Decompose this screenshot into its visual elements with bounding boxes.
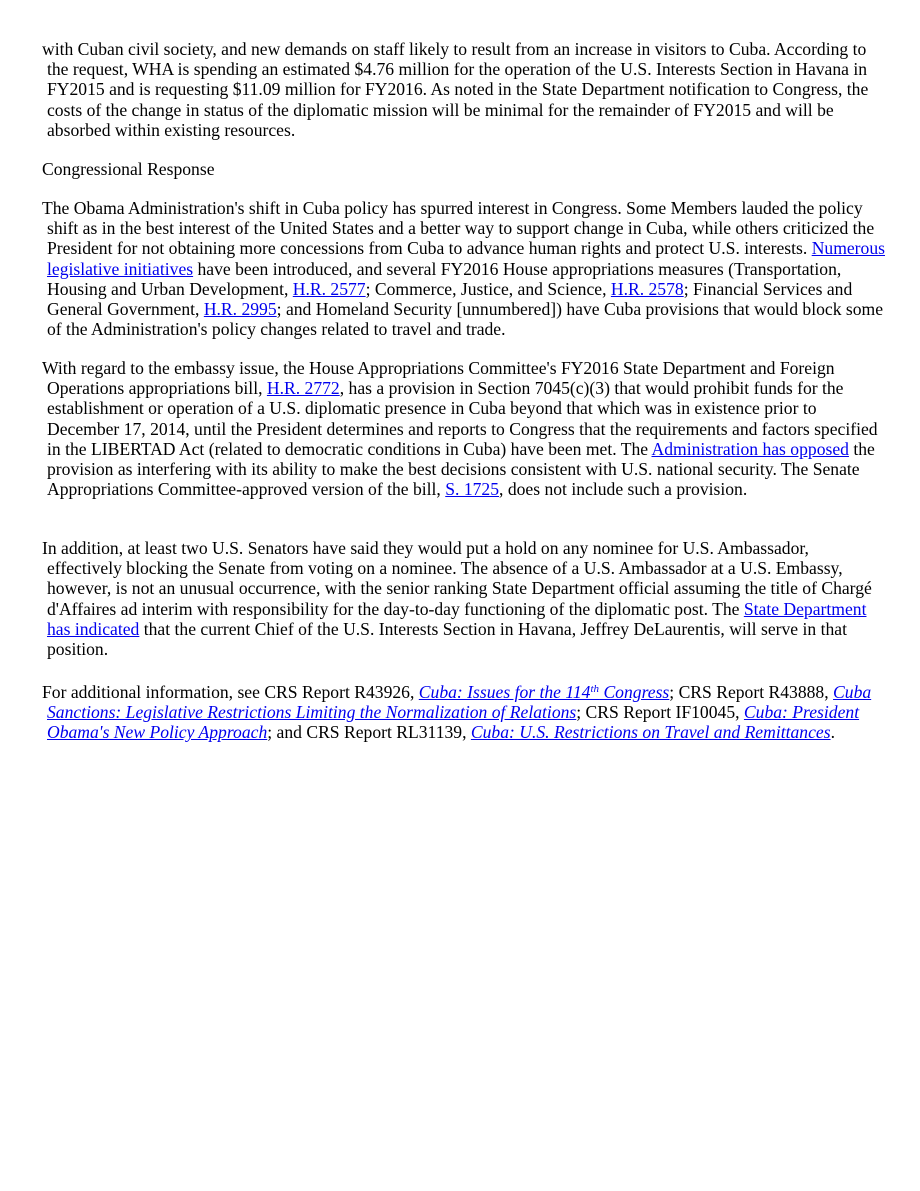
link-state-department-indicated[interactable]: State Department has indicated (47, 598, 867, 639)
paragraph-additional-info (42, 682, 887, 743)
link-rl31139[interactable]: Cuba: U.S. Restrictions on Travel and Remittances (470, 722, 831, 743)
paragraph-embassy-issue (42, 358, 887, 499)
link-hr-2772[interactable]: H.R. 2772 (266, 378, 340, 399)
paragraph-text: ; CRS Report IF10045, (576, 702, 744, 723)
paragraph-text: ; CRS Report R43888, (669, 682, 834, 702)
link-hr-2577[interactable]: H.R. 2577 (292, 278, 366, 299)
paragraph-text: the provision as interfering with its ability to make the best decisions consistent with U.S. national security. The Senate Appropriations Committee-approved version of the bill, (47, 438, 875, 500)
paragraph-budget: with Cuban civil society, and new demands on staff likely to result from an increase in visitors to Cuba. According to the request, WHA is spending an estimated $4.76 million for the operation of the U.S. Interests Section in Havana in FY2015 and is requesting $11.09 million for FY2016. As noted in the State Department notification to Congress, the costs of the change in status of the diplomatic mission will be minimal for the remainder of FY2015 and will be absorbed within existing resources. (42, 39, 869, 140)
paragraph-ambassador-hold (42, 538, 887, 659)
link-if10045[interactable]: Cuba: President Obama's New Policy Approach (47, 702, 860, 743)
section-heading: Congressional Response (42, 159, 215, 179)
paragraph-text: ; Financial Services and General Government, (47, 278, 853, 320)
paragraph-text: ; and Homeland Security [unnumbered]) have Cuba provisions that would block some of the Administration's policy changes related to travel and trade. (47, 299, 884, 340)
link-text: Congress (599, 682, 670, 702)
link-hr-2995[interactable]: H.R. 2995 (203, 299, 277, 320)
paragraph-text: . (830, 722, 835, 743)
paragraph-text: ; Commerce, Justice, and Science, (365, 278, 611, 299)
paragraph-text: that the current Chief of the U.S. Interests Section in Havana, Jeffrey DeLaurentis, will serve in that position. (47, 618, 847, 660)
paragraph-text: ; and CRS Report RL31139, (267, 722, 471, 743)
ordinal-suffix: th (590, 683, 600, 695)
link-hr-2578[interactable]: H.R. 2578 (610, 278, 684, 299)
link-legislative-initiatives[interactable]: Numerous legislative initiatives (47, 238, 885, 279)
paragraph-text: have been introduced, and several FY2016 House appropriations measures (Transportation, Housing and Urban Development, (47, 258, 842, 299)
link-text: Cuba: Issues for the 114 (418, 682, 591, 702)
paragraph-text: , has a provision in Section 7045(c)(3) that would prohibit funds for the establishment or operation of a U.S. diplomatic presence in Cuba beyond that which was in existence prior to December 17, 2014, until the President determines and reports to Congress that the requirements and factors specified in the LIBERTAD Act (related to democratic conditions in Cuba) have been met. The (47, 378, 878, 459)
link-r43888[interactable]: Cuba Sanctions: Legislative Restrictions Limiting the Normalization of Relations (47, 682, 872, 723)
paragraph-text: In addition, at least two U.S. Senators have said they would put a hold on any nominee for U.S. Ambassador, effectively blocking the Senate from voting on a nominee. The absence of a U.S. Ambassador at a U.S. Embassy, however, is not an unusual occurrence, with the senior ranking State Department official assuming the title of Chargé d'Affaires ad interim with responsibility for the day-to-day functioning of the diplomatic post. The (42, 538, 872, 619)
paragraph-text: , does not include such a provision. (499, 479, 748, 500)
paragraph-congress-interest (42, 198, 887, 339)
link-administration-opposed[interactable]: Administration has opposed (651, 438, 849, 459)
paragraph-text: With regard to the embassy issue, the House Appropriations Committee's FY2016 State Department and Foreign Operations appropriations bill, (42, 358, 835, 399)
link-s-1725[interactable]: S. 1725 (445, 479, 500, 500)
paragraph-text: The Obama Administration's shift in Cuba policy has spurred interest in Congress. Some Members lauded the policy shift as in the best interest of the United States and a better way to support change in Cuba, while others criticized the President for not obtaining more concessions from Cuba to advance human rights and protect U.S. interests. (42, 198, 875, 259)
link-r43926[interactable] (419, 682, 670, 702)
paragraph-text: For additional information, see CRS Report R43926, (42, 682, 419, 702)
